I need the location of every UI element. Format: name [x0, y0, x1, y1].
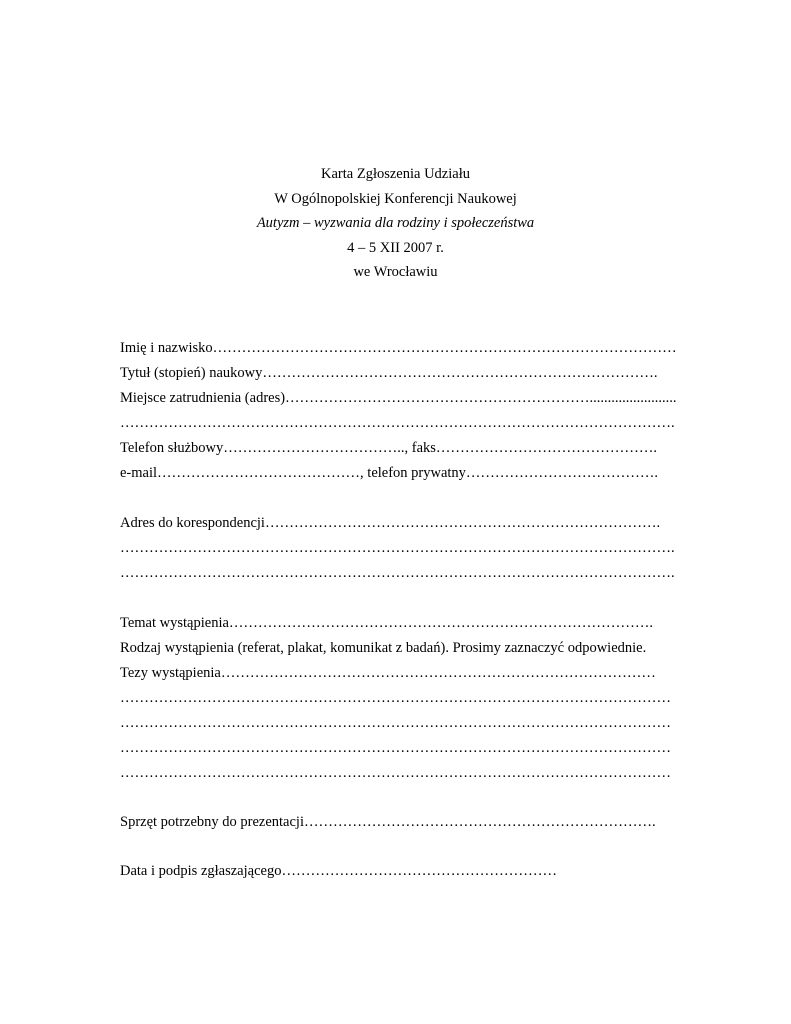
theses-continuation-line: ……………………………………………………………………………………………………: [120, 765, 671, 781]
correspondence-address-field: Adres do korespondencji……………………………………………………………………….: [120, 515, 661, 531]
workplace-field: Miejsce zatrudnienia (adres)………………………………………………………........................: [120, 390, 677, 406]
academic-title-field: Tytuł (stopień) naukowy……………………………………………………………………….: [120, 365, 658, 381]
conference-date: 4 – 5 XII 2007 r.: [347, 239, 444, 256]
theses-continuation-line: ……………………………………………………………………………………………………: [120, 740, 671, 756]
work-phone-fax-field: Telefon służbowy……………………………….., faks……………………………………….: [120, 440, 658, 456]
conference-location: we Wrocławiu: [353, 264, 438, 280]
address-continuation-line: …………………………………………………………………………………………………….: [120, 540, 675, 556]
equipment-field: Sprzęt potrzebny do prezentacji……………………………………………………………….: [120, 814, 656, 830]
conference-subtitle: Autyzm – wyzwania dla rodziny i społeczeństwa: [256, 215, 535, 231]
section-gap: [120, 786, 680, 810]
section-gap: [120, 586, 680, 611]
presentation-type-instruction: Rodzaj wystąpienia (referat, plakat, komunikat z badań). Prosimy zaznaczyć odpowiednie.: [120, 640, 647, 656]
registration-form: [120, 336, 680, 884]
section-gap: [120, 835, 680, 859]
address-continuation-line: …………………………………………………………………………………………………….: [120, 565, 675, 581]
presentation-topic-field: Temat wystąpienia…………………………………………………………………………….: [120, 615, 654, 631]
theses-field: Tezy wystąpienia………………………………………………………………………………: [120, 665, 656, 681]
section-gap: [120, 486, 680, 511]
form-header: [0, 162, 791, 285]
workplace-continuation-line: …………………………………………………………………………………………………….: [120, 415, 675, 431]
form-title: Karta Zgłoszenia Udziału: [321, 166, 470, 182]
conference-name: W Ogólnopolskiej Konferencji Naukowej: [274, 190, 517, 207]
date-signature-field: Data i podpis zgłaszającego…………………………………………………: [120, 863, 557, 879]
email-private-phone-field: e-mail……………………………………, telefon prywatny………………………………….: [120, 465, 659, 481]
name-field: Imię i nazwisko……………………………………………………………………………………: [120, 340, 677, 356]
theses-continuation-line: ……………………………………………………………………………………………………: [120, 690, 671, 706]
theses-continuation-line: ……………………………………………………………………………………………………: [120, 715, 671, 731]
